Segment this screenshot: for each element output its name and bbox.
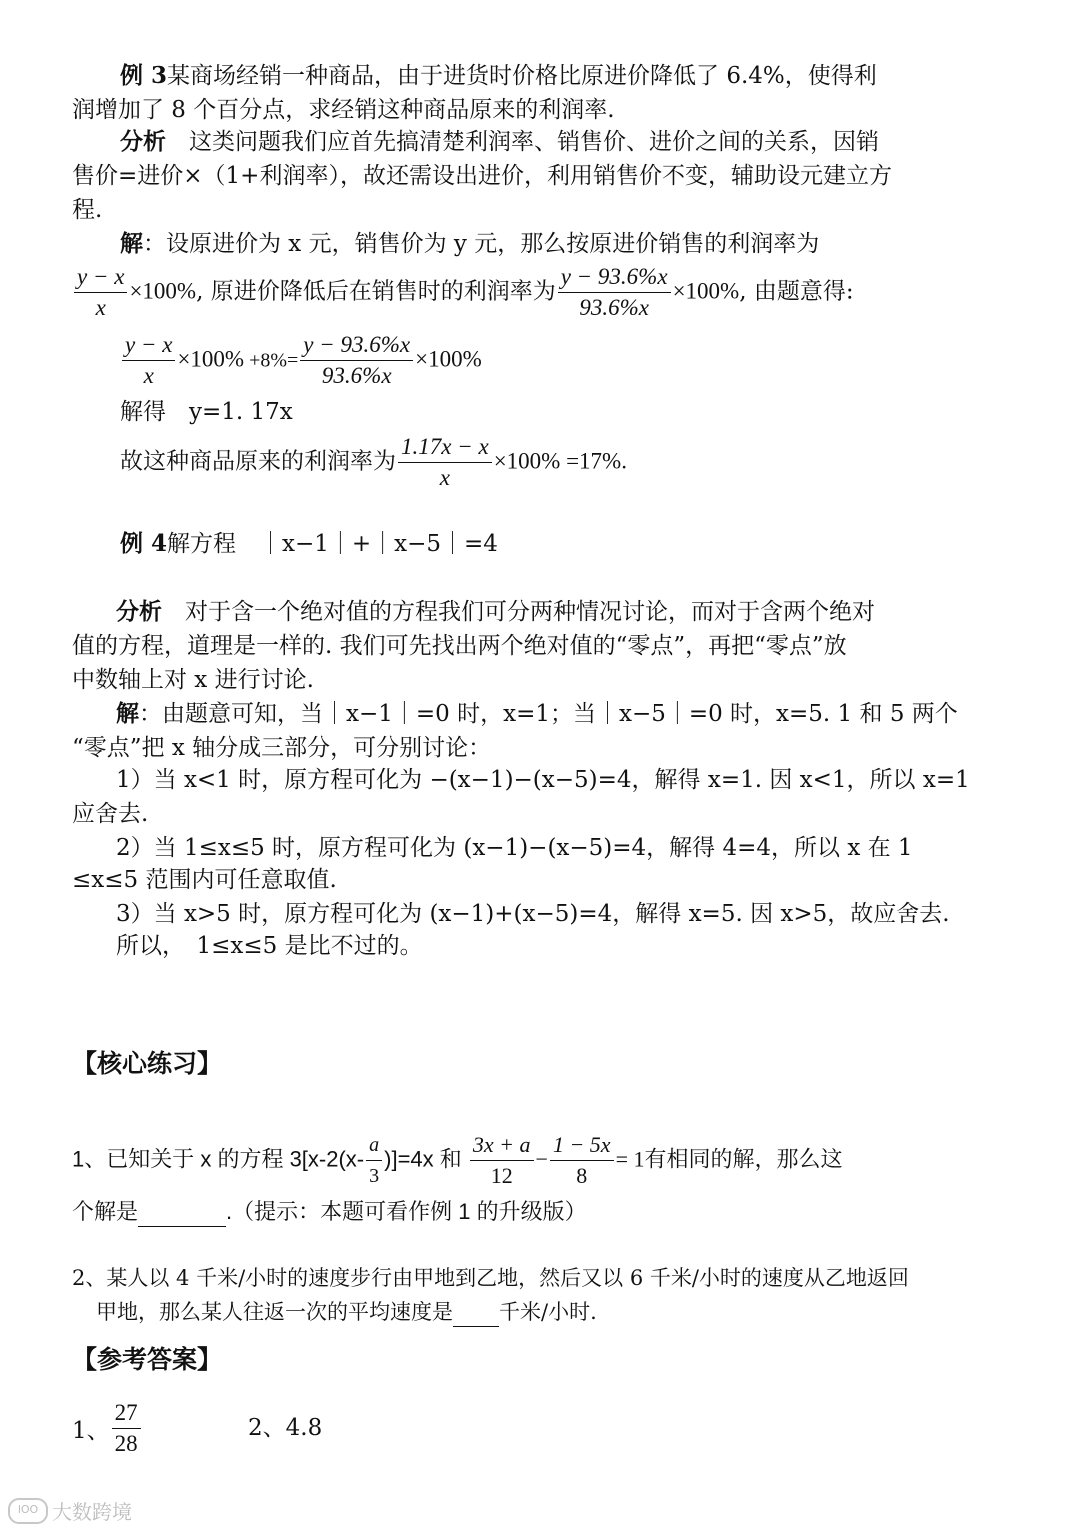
ex4-solution-line1: 解：由题意可知，当｜x−1｜=0 时，x=1；当｜x−5｜=0 时，x=5. 1 和 5 两个 — [116, 700, 958, 727]
practice-q1-line1: 1、已知关于 x 的方程 3[x-2(x- $\frac{a}{3}$ )]=4x 和 $\frac{3x + a}{12}$ − $\frac{1 - 5x}{8}$ = 1有相同的解，那么这 — [72, 1130, 843, 1191]
fraction: $\frac{1.17x - x}{x}$ — [398, 432, 492, 493]
answers-heading: 【参考答案】 — [72, 1345, 223, 1374]
watermark — [8, 1496, 132, 1525]
ex3-conclusion: 故这种商品原来的利润率为 $\frac{1.17x - x}{x}$ ×100% =17%. — [120, 432, 627, 493]
ex4-case1-line1: 1）当 x<1 时，原方程可化为 −(x−1)−(x−5)=4，解得 x=1. 因 x<1，所以 x=1 — [116, 767, 970, 793]
ex3-analysis-line3: 程. — [72, 197, 103, 223]
ex3-analysis-line2: 售价=进价×（1+利润率），故还需设出进价，利用销售价不变，辅助设元建立方 — [72, 163, 892, 189]
ex3-formula-row1: $\frac{y - x}{x}$ ×100%, 原进价降低后在销售时的利润率为 $\frac{y - 93.6\%x}{93.6\%x}$ ×100%, 由题意得: — [72, 262, 854, 323]
answer-blank[interactable] — [453, 1298, 499, 1327]
watermark-text: 大数跨境 — [52, 1500, 132, 1524]
fraction: $\frac{27}{28}$ — [112, 1398, 141, 1459]
ex3-equation: $\frac{y - x}{x}$ ×100% +8%= $\frac{y - 93.6\%x}{93.6\%x}$ ×100% — [120, 330, 482, 391]
ex3-solution-line1: 解：设原进价为 x 元，销售价为 y 元，那么按原进价销售的利润率为 — [120, 230, 820, 257]
ex4-solution-line2: “零点”把 x 轴分成三部分，可分别讨论： — [72, 735, 492, 761]
fraction: $\frac{y - x}{x}$ — [74, 262, 127, 323]
ex4-case3: 3）当 x>5 时，原方程可化为 (x−1)+(x−5)=4，解得 x=5. 因 x>5，故应舍去. — [116, 901, 950, 927]
fraction: $\frac{3x + a}{12}$ — [470, 1130, 534, 1191]
answers-row: 1、 $\frac{27}{28}$ — [72, 1398, 143, 1459]
practice-q2-line2: 甲地，那么某人往返一次的平均速度是 千米/小时. — [96, 1298, 597, 1327]
fraction: $\frac{a}{3}$ — [366, 1130, 382, 1191]
ex4-analysis-line2: 值的方程，道理是一样的. 我们可先找出两个绝对值的“零点”，再把“零点”放 — [72, 633, 847, 659]
fraction: $\frac{y - 93.6\%x}{93.6\%x}$ — [558, 262, 671, 323]
ex4-case2-line1: 2）当 1≤x≤5 时，原方程可化为 (x−1)−(x−5)=4，解得 4=4，所以 x 在 1 — [116, 835, 913, 861]
watermark-logo: lOO — [8, 1498, 48, 1524]
ex4-final: 所以， 1≤x≤5 是比不过的。 — [116, 933, 423, 959]
answer-2: 2、4.8 — [248, 1415, 323, 1441]
ex4-title: 例 4解方程 ｜x−1｜+｜x−5｜=4 — [120, 530, 498, 557]
practice-heading: 【核心练习】 — [72, 1049, 223, 1078]
fraction: $\frac{1 - 5x}{8}$ — [550, 1130, 614, 1191]
fraction: $\frac{y - 93.6\%x}{93.6\%x}$ — [300, 330, 413, 391]
answer-blank[interactable] — [138, 1198, 226, 1227]
ex3-line2: 润增加了 8 个百分点，求经销这种商品原来的利润率. — [72, 97, 615, 123]
ex3-result: 解得 y=1. 17x — [120, 399, 293, 425]
ex4-case1-line2: 应舍去. — [72, 801, 149, 827]
ex3-label: 例 3 — [120, 62, 168, 89]
ex4-analysis-line1: 分析 对于含一个绝对值的方程我们可分两种情况讨论，而对于含两个绝对 — [116, 598, 875, 625]
ex4-case2-line2: ≤x≤5 范围内可任意取值. — [72, 867, 337, 893]
ex3-line1: 例 3某商场经销一种商品，由于进货时价格比原进价降低了 6.4%，使得利 — [120, 62, 877, 89]
fraction: $\frac{y - x}{x}$ — [122, 330, 175, 391]
practice-q1-line2: 个解是 .（提示：本题可看作例 1 的升级版） — [72, 1198, 587, 1227]
practice-q2-line1: 2、某人以 4 千米/小时的速度步行由甲地到乙地，然后又以 6 千米/小时的速度从乙地返回 — [72, 1266, 909, 1290]
ex3-analysis-line1: 分析 这类问题我们应首先搞清楚利润率、销售价、进价之间的关系，因销 — [120, 128, 879, 155]
ex4-analysis-line3: 中数轴上对 x 进行讨论. — [72, 667, 314, 693]
